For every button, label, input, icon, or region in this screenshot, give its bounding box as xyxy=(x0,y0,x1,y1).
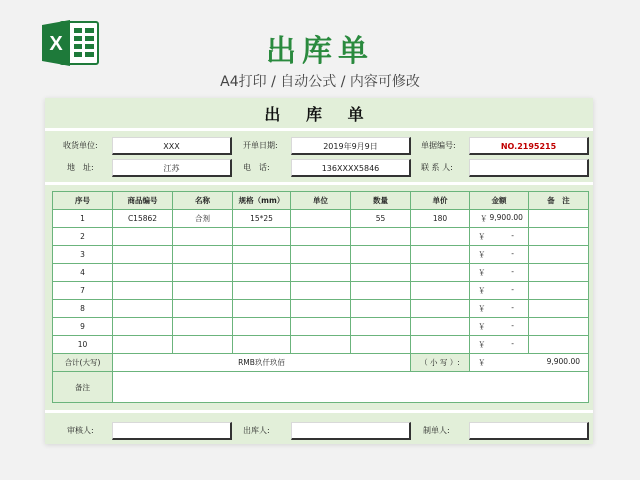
remark-row xyxy=(53,372,589,403)
cell-spec[interactable] xyxy=(233,264,291,282)
cell-no[interactable]: 8 xyxy=(53,300,113,318)
cell-qty[interactable] xyxy=(351,264,411,282)
total-row xyxy=(53,354,589,372)
cell-code[interactable] xyxy=(113,336,173,354)
col-header-amount: 金额 xyxy=(470,192,529,210)
cell-name[interactable] xyxy=(173,282,233,300)
form-sheet xyxy=(45,98,593,444)
cell-name[interactable] xyxy=(173,318,233,336)
cell-code[interactable] xyxy=(113,246,173,264)
maker-field[interactable] xyxy=(469,422,589,440)
cell-note[interactable] xyxy=(529,264,589,282)
cell-code[interactable] xyxy=(113,264,173,282)
auditor-field[interactable] xyxy=(112,422,232,440)
cell-spec[interactable] xyxy=(233,300,291,318)
doc-no-field[interactable]: NO.2195215 xyxy=(469,137,589,155)
cell-spec[interactable] xyxy=(233,246,291,264)
auditor-label: 审核人: xyxy=(67,426,94,435)
page-subtitle: A4打印 / 自动公式 / 内容可修改 xyxy=(220,74,420,90)
yen-symbol: ￥ xyxy=(478,322,486,331)
form-title: 出 库 单 xyxy=(264,104,374,124)
remark-field[interactable] xyxy=(113,372,589,403)
cell-note[interactable] xyxy=(529,210,589,228)
cell-unit[interactable] xyxy=(291,264,351,282)
cell-unit[interactable] xyxy=(291,210,351,228)
table-row xyxy=(53,228,589,246)
yen-symbol: ￥ xyxy=(478,340,486,349)
cell-qty[interactable] xyxy=(351,336,411,354)
total-small-cell[interactable] xyxy=(470,354,589,372)
doc-no-label: 单据编号: xyxy=(421,141,456,150)
cell-name[interactable]: 合剂 xyxy=(173,210,233,228)
table-row xyxy=(53,318,589,336)
cell-qty[interactable] xyxy=(351,282,411,300)
cell-amount[interactable] xyxy=(470,318,529,336)
amount-value: - xyxy=(511,249,514,258)
address-label: 地 址: xyxy=(67,163,94,172)
cell-name[interactable] xyxy=(173,264,233,282)
cell-amount[interactable] xyxy=(470,282,529,300)
cell-unit[interactable] xyxy=(291,228,351,246)
cell-note[interactable] xyxy=(529,336,589,354)
cell-qty[interactable] xyxy=(351,318,411,336)
total-upper[interactable]: RMB玖仟玖佰 xyxy=(113,354,411,372)
date-label: 开单日期: xyxy=(243,141,278,150)
total-yen: ￥ xyxy=(478,358,486,367)
yen-symbol: ￥ xyxy=(478,286,486,295)
cell-no[interactable]: 2 xyxy=(53,228,113,246)
cell-amount[interactable] xyxy=(470,246,529,264)
col-header-price: 单价 xyxy=(411,192,470,210)
amount-value: - xyxy=(511,339,514,348)
yen-symbol: ￥ xyxy=(478,268,486,277)
divider xyxy=(45,182,593,185)
yen-symbol: ￥ xyxy=(478,250,486,259)
cell-qty[interactable] xyxy=(351,228,411,246)
cell-price[interactable]: 180 xyxy=(411,210,470,228)
excel-logo-letter: X xyxy=(49,33,63,55)
page-title: 出库单 xyxy=(266,34,374,69)
cell-spec[interactable] xyxy=(233,318,291,336)
contact-field[interactable] xyxy=(469,159,589,177)
small-label: （ 小 写 ）: xyxy=(411,354,470,372)
amount-value: 9,900.00 xyxy=(489,213,523,222)
cell-code[interactable] xyxy=(113,300,173,318)
cell-qty[interactable]: 55 xyxy=(351,210,411,228)
cell-qty[interactable] xyxy=(351,246,411,264)
cell-note[interactable] xyxy=(529,282,589,300)
cell-note[interactable] xyxy=(529,318,589,336)
cell-price[interactable] xyxy=(411,318,470,336)
cell-note[interactable] xyxy=(529,300,589,318)
maker-label: 制单人: xyxy=(423,426,450,435)
table-row xyxy=(53,264,589,282)
amount-value: - xyxy=(511,231,514,240)
cell-price[interactable] xyxy=(411,282,470,300)
cell-note[interactable] xyxy=(529,228,589,246)
receiver-label: 收货单位: xyxy=(63,141,98,150)
table-row xyxy=(53,246,589,264)
col-header-note: 备 注 xyxy=(529,192,589,210)
col-header-unit: 单位 xyxy=(291,192,351,210)
table-header-row xyxy=(53,192,589,210)
cell-spec[interactable] xyxy=(233,282,291,300)
col-header-name: 名称 xyxy=(173,192,233,210)
cell-amount[interactable] xyxy=(470,336,529,354)
items-table xyxy=(52,191,589,403)
divider xyxy=(45,128,593,131)
cell-code[interactable] xyxy=(113,282,173,300)
cell-note[interactable] xyxy=(529,246,589,264)
cell-no[interactable]: 10 xyxy=(53,336,113,354)
cell-no[interactable]: 4 xyxy=(53,264,113,282)
form-title-bar xyxy=(45,98,593,128)
shipper-label: 出库人: xyxy=(243,426,270,435)
cell-price[interactable] xyxy=(411,300,470,318)
cell-name[interactable] xyxy=(173,300,233,318)
cell-unit[interactable] xyxy=(291,318,351,336)
cell-name[interactable] xyxy=(173,228,233,246)
cell-amount[interactable] xyxy=(470,264,529,282)
phone-label: 电 话: xyxy=(243,163,270,172)
cell-name[interactable] xyxy=(173,246,233,264)
col-header-code: 商品编号 xyxy=(113,192,173,210)
shipper-field[interactable] xyxy=(291,422,411,440)
yen-symbol: ￥ xyxy=(478,232,486,241)
col-header-qty: 数量 xyxy=(351,192,411,210)
address-field[interactable]: 江苏 xyxy=(112,159,232,177)
amount-value: - xyxy=(511,267,514,276)
cell-spec[interactable]: 15*25 xyxy=(233,210,291,228)
cell-price[interactable] xyxy=(411,336,470,354)
cell-amount[interactable] xyxy=(470,228,529,246)
receiver-field[interactable]: XXX xyxy=(112,137,232,155)
total-label: 合计(大写) xyxy=(53,354,113,372)
cell-no[interactable]: 3 xyxy=(53,246,113,264)
yen-symbol: ￥ xyxy=(478,304,486,313)
amount-value: - xyxy=(511,321,514,330)
table-row xyxy=(53,336,589,354)
cell-code[interactable] xyxy=(113,228,173,246)
col-header-spec: 规格（mm） xyxy=(233,192,291,210)
cell-no[interactable]: 7 xyxy=(53,282,113,300)
cell-qty[interactable] xyxy=(351,300,411,318)
cell-spec[interactable] xyxy=(233,228,291,246)
cell-price[interactable] xyxy=(411,246,470,264)
cell-spec[interactable] xyxy=(233,336,291,354)
yen-symbol: ￥ xyxy=(480,214,488,223)
amount-value: - xyxy=(511,285,514,294)
phone-field[interactable]: 136XXXX5846 xyxy=(291,159,411,177)
cell-amount[interactable] xyxy=(470,210,529,228)
cell-code[interactable]: C15862 xyxy=(113,210,173,228)
cell-price[interactable] xyxy=(411,264,470,282)
contact-label: 联 系 人: xyxy=(421,163,453,172)
amount-value: - xyxy=(511,303,514,312)
table-row xyxy=(53,300,589,318)
cell-price[interactable] xyxy=(411,228,470,246)
cell-unit[interactable] xyxy=(291,336,351,354)
cell-unit[interactable] xyxy=(291,300,351,318)
remark-label: 备注 xyxy=(53,372,113,403)
col-header-no: 序号 xyxy=(53,192,113,210)
cell-no[interactable]: 9 xyxy=(53,318,113,336)
cell-amount[interactable] xyxy=(470,300,529,318)
table-row xyxy=(53,210,589,228)
table-row xyxy=(53,282,589,300)
cell-unit[interactable] xyxy=(291,282,351,300)
cell-name[interactable] xyxy=(173,336,233,354)
cell-unit[interactable] xyxy=(291,246,351,264)
date-field[interactable]: 2019年9月9日 xyxy=(291,137,411,155)
cell-no[interactable]: 1 xyxy=(53,210,113,228)
cell-code[interactable] xyxy=(113,318,173,336)
total-small: 9,900.00 xyxy=(546,357,580,366)
divider xyxy=(45,410,593,413)
